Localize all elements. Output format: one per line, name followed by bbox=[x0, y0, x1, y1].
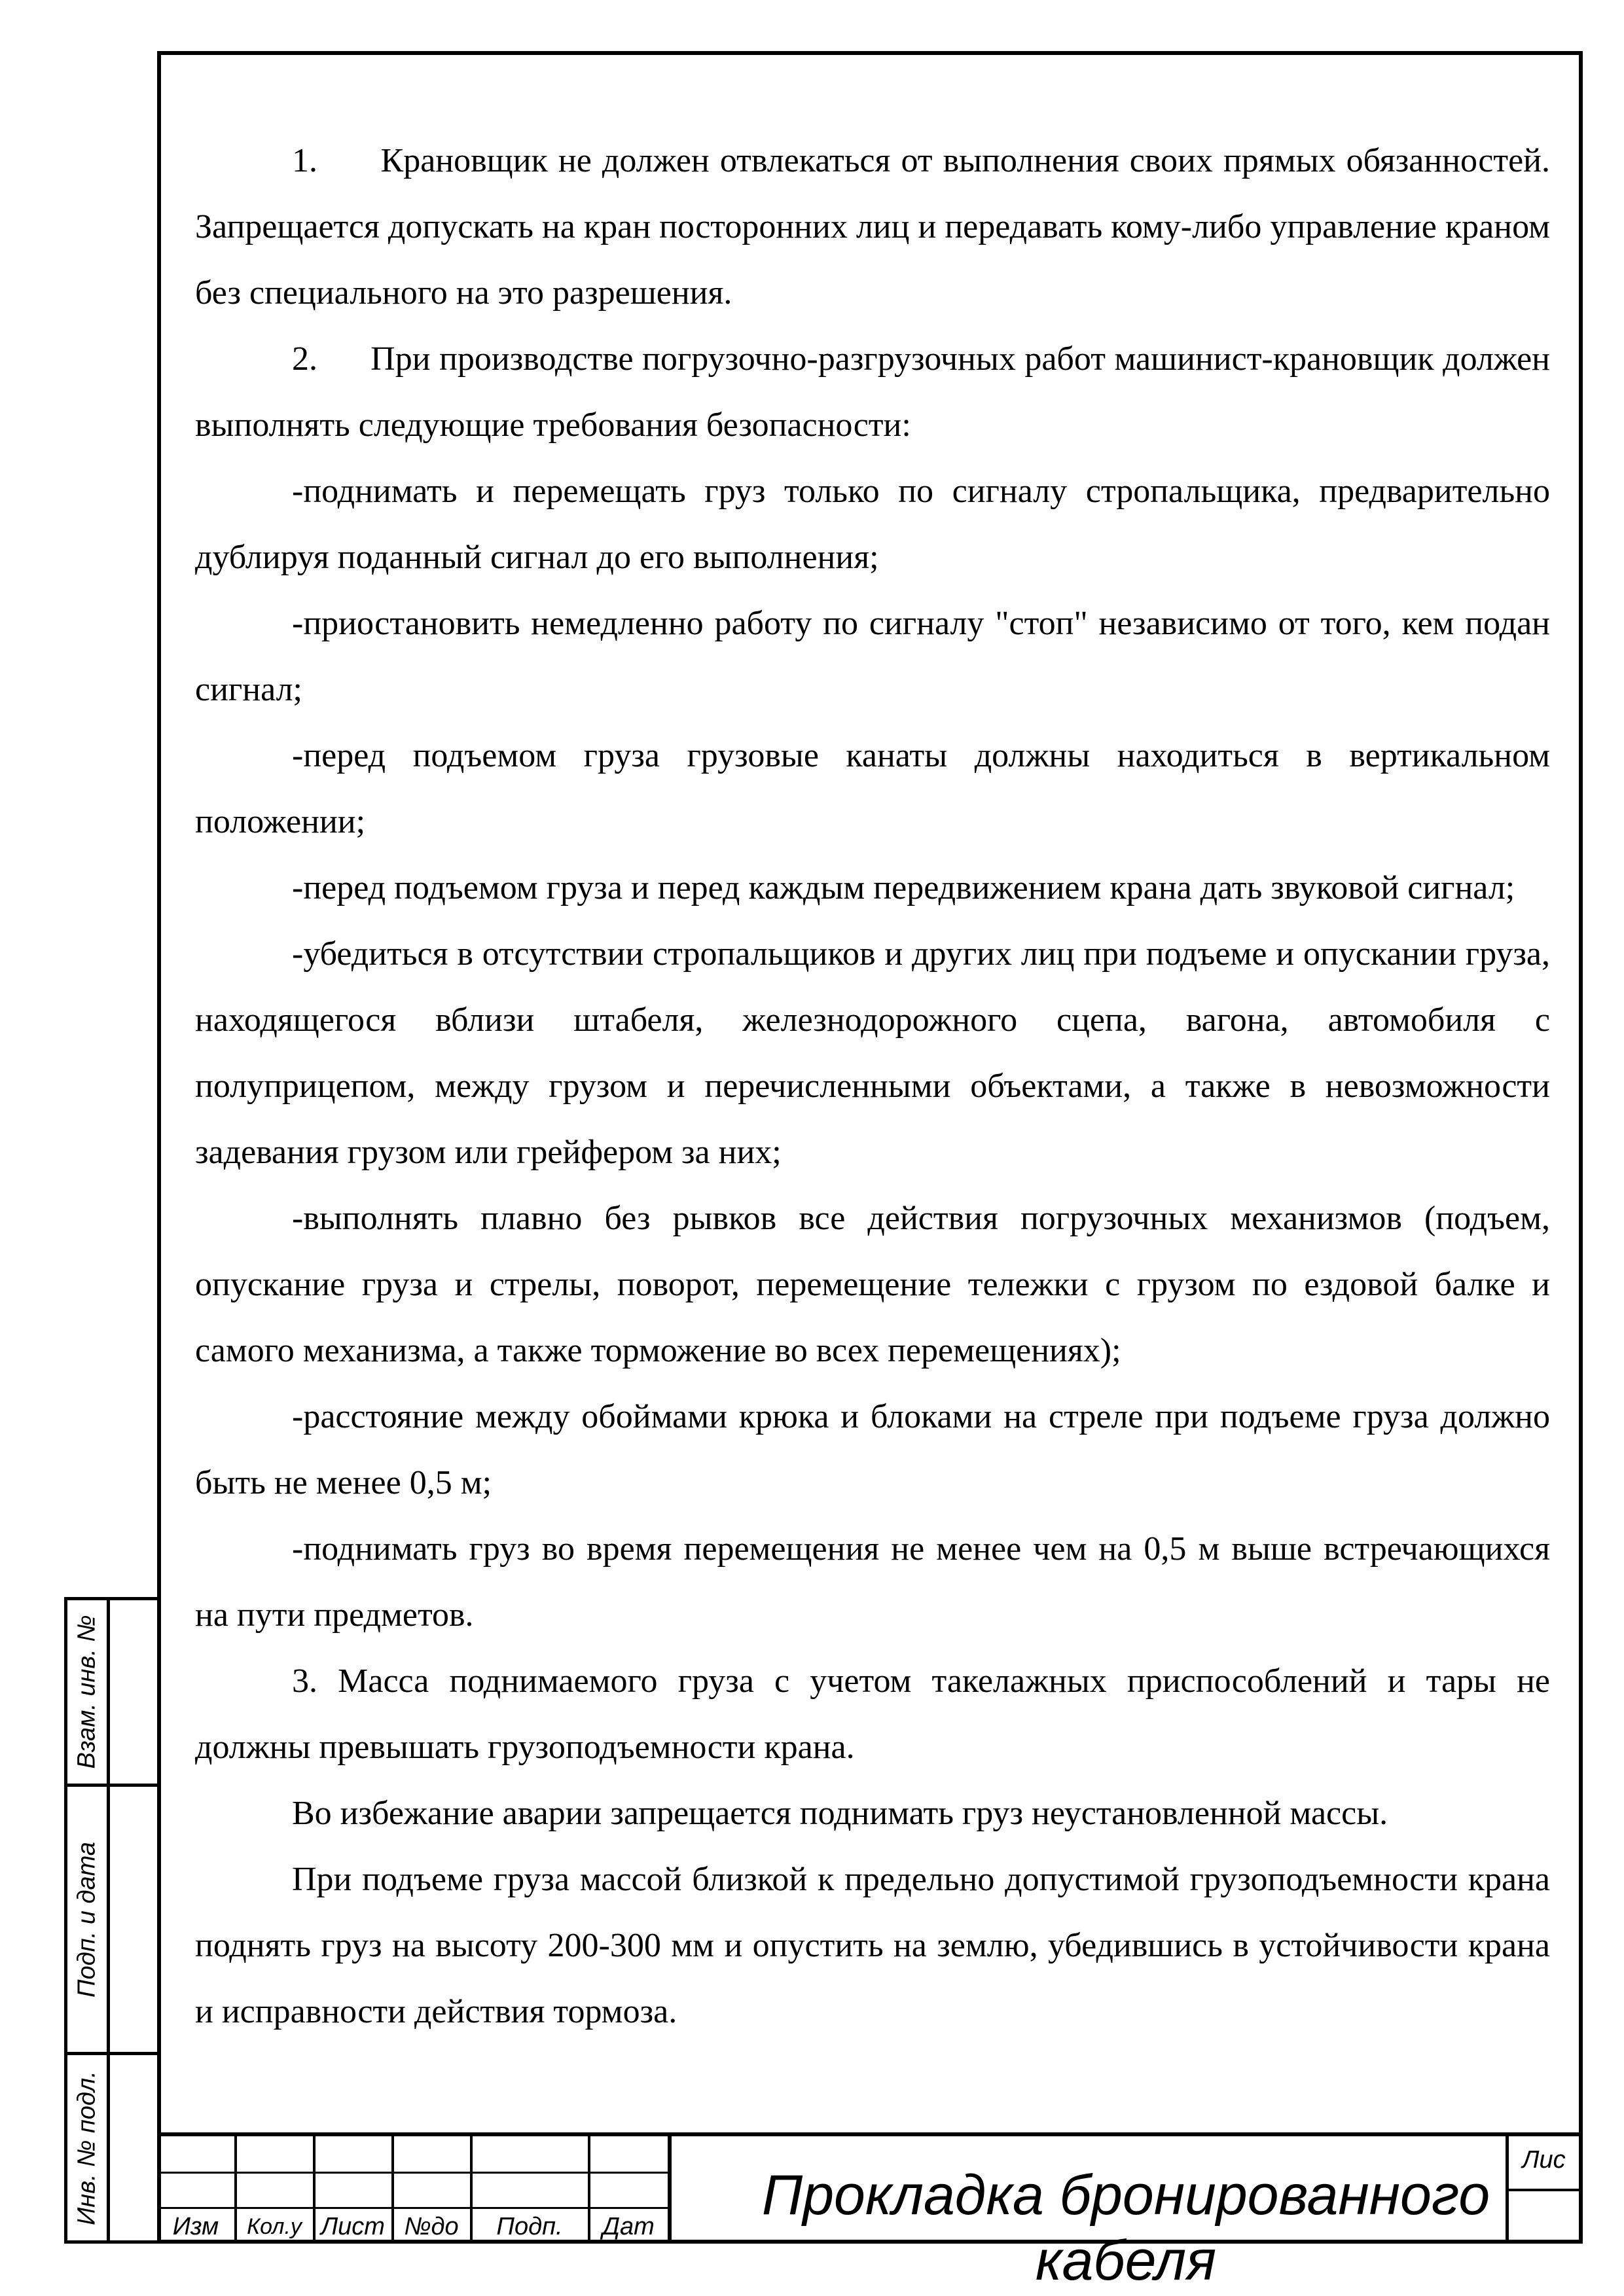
paragraph-3: -поднимать и перемещать груз только по сигналу стропальщика, предварительно дублируя поданный сигнал до его выполнения; bbox=[195, 473, 1550, 576]
podp-label: Подп. bbox=[496, 2213, 563, 2240]
paragraph-2: 2. При производстве погрузочно-разгрузочных работ машинист-крановщик должен выполнять следующие требования безопасности: bbox=[195, 340, 1550, 444]
side-stamp-vzam bbox=[64, 1597, 161, 1787]
side-stamp-inv bbox=[64, 2052, 161, 2244]
side-stamp-podp bbox=[64, 1784, 161, 2055]
paragraph-8: -выполнять плавно без рывков все действия погрузочных механизмов (подъем, опускание груза и стрелы, поворот, перемещение тележки с грузом по ездовой балке и самого механизма, а также торможение во всех перемещениях); bbox=[195, 1200, 1550, 1369]
paragraph-7: -убедиться в отсутствии стропальщиков и других лиц при подъеме и опускании груза, находящегося вблизи штабеля, железнодорожного сцепа, вагона, автомобиля с полуприцепом, между грузом и перечисленными объектами, а также в невозможности задевания грузом или грейфером за них; bbox=[195, 935, 1550, 1171]
document-body bbox=[195, 128, 1550, 2045]
side-stamp-vzam-label: Взам. инв. № bbox=[73, 1615, 101, 1769]
paragraph-1: 1. Крановщик не должен отвлекаться от выполнения своих прямых обязанностей. Запрещается допускать на кран посторонних лиц и передавать кому-либо управление краном без специального на это разрешения. bbox=[195, 142, 1550, 312]
paragraph-4: -приостановить немедленно работу по сигналу "стоп" независимо от того, кем подан сигнал; bbox=[195, 605, 1550, 708]
side-stamp-podp-label: Подп. и дата bbox=[73, 1841, 101, 1998]
paragraph-10: -поднимать груз во время перемещения не менее чем на 0,5 м выше встречающихся на пути предметов. bbox=[195, 1530, 1550, 1634]
revision-grid bbox=[157, 2136, 668, 2244]
paragraph-9: -расстояние между обоймами крюка и блоками на стреле при подъеме груза должно быть не менее 0,5 м; bbox=[195, 1398, 1550, 1501]
izm-label: Изм bbox=[172, 2213, 219, 2240]
kol-label: Кол.у bbox=[247, 2214, 302, 2239]
side-stamp-inv-label: Инв. № подл. bbox=[73, 2070, 101, 2225]
sheet-label: Лис bbox=[1509, 2136, 1579, 2191]
paragraph-13: При подъеме груза массой близкой к предельно допустимой грузоподъемности крана поднять груз на высоту 200-300 мм и опустить на землю, убедившись в устойчивости крана и исправности действия тормоза. bbox=[195, 1861, 1550, 2030]
paragraph-11: 3. Масса поднимаемого груза с учетом такелажных приспособлений и тары не должны превышать грузоподъемности крана. bbox=[195, 1662, 1550, 1766]
sheet-cell bbox=[1506, 2136, 1579, 2244]
paragraph-5: -перед подъемом груза грузовые канаты должны находиться в вертикальном положении; bbox=[195, 737, 1550, 840]
paragraph-6: -перед подъемом груза и перед каждым передвижением крана дать звуковой сигнал; bbox=[292, 869, 1515, 906]
document-title: Прокладка бронированного кабеля bbox=[761, 2164, 1490, 2292]
data-label: Дат bbox=[602, 2213, 655, 2240]
list-label: Лист bbox=[321, 2213, 385, 2240]
ndoc-label: №до bbox=[404, 2213, 459, 2240]
title-block bbox=[157, 2132, 1583, 2292]
paragraph-12: Во избежание аварии запрещается поднимать груз неустановленной массы. bbox=[292, 1795, 1388, 1832]
